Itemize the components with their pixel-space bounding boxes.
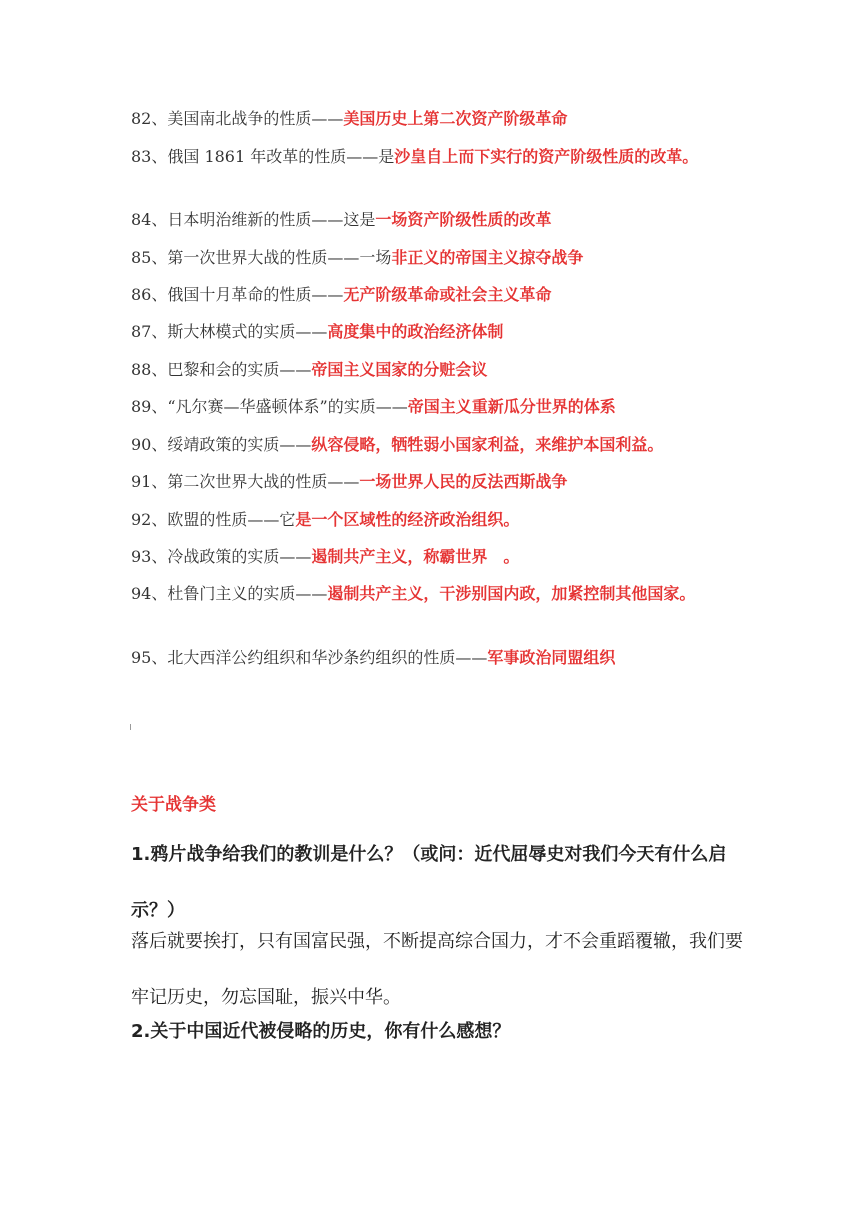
item-question: 92、欧盟的性质——它 <box>131 510 296 529</box>
item-question: 86、俄国十月革命的性质—— <box>131 285 344 304</box>
list-item <box>131 543 741 571</box>
item-answer: 帝国主义重新瓜分世界的体系 <box>407 397 616 416</box>
item-answer: 纵容侵略，牺牲弱小国家利益，来维护本国利益。 <box>311 435 664 454</box>
list-item <box>131 318 741 346</box>
list-item <box>131 356 741 384</box>
list-item <box>131 644 741 672</box>
item-answer: 一场资产阶级性质的改革 <box>375 210 552 229</box>
item-question: 87、斯大林模式的实质—— <box>131 322 328 341</box>
item-question: 85、第一次世界大战的性质——一场 <box>131 248 392 267</box>
question-2: 2.关于中国近代被侵略的历史，你有什么感想？ <box>131 1021 511 1042</box>
item-answer: 帝国主义国家的分赃会议 <box>311 360 488 379</box>
list-item <box>131 281 741 309</box>
list-item <box>131 580 741 608</box>
item-question: 84、日本明治维新的性质——这是 <box>131 210 376 229</box>
item-question: 93、冷战政策的实质—— <box>131 547 312 566</box>
list-item <box>131 244 741 272</box>
item-answer: 沙皇自上而下实行的资产阶级性质的改革。 <box>394 147 699 166</box>
item-question: 94、杜鲁门主义的实质—— <box>131 584 328 603</box>
list-item <box>131 206 741 234</box>
list-item <box>131 468 741 496</box>
item-question: 89、“凡尔赛—华盛顿体系”的实质—— <box>131 397 408 416</box>
question-1: 1.鸦片战争给我们的教训是什么？（或问：近代屈辱史对我们今天有什么启示？） <box>131 844 727 921</box>
list-item <box>131 393 741 421</box>
item-question: 88、巴黎和会的实质—— <box>131 360 312 379</box>
item-answer: 美国历史上第二次资产阶级革命 <box>343 109 568 128</box>
list-item <box>131 105 741 133</box>
answer-1: 落后就要挨打，只有国富民强，不断提高综合国力，才不会重蹈覆辙，我们要牢记历史，勿忘国耻，振兴中华。 <box>131 931 743 1008</box>
list-item <box>131 506 741 534</box>
text-cursor-mark <box>130 724 131 730</box>
item-answer: 高度集中的政治经济体制 <box>327 322 504 341</box>
item-answer: 无产阶级革命或社会主义革命 <box>343 285 552 304</box>
item-question: 95、北大西洋公约组织和华沙条约组织的性质—— <box>131 648 488 667</box>
item-question: 90、绥靖政策的实质—— <box>131 435 312 454</box>
item-answer: 非正义的帝国主义掠夺战争 <box>391 248 584 267</box>
section-title: 关于战争类 <box>131 795 216 815</box>
item-answer: 一场世界人民的反法西斯战争 <box>359 472 568 491</box>
item-answer: 遏制共产主义，称霸世界 。 <box>311 547 520 566</box>
list-item <box>131 431 741 459</box>
item-question: 83、俄国 1861 年改革的性质——是 <box>131 147 395 166</box>
item-question: 82、美国南北战争的性质—— <box>131 109 344 128</box>
item-answer: 军事政治同盟组织 <box>487 648 616 667</box>
list-item <box>131 143 741 171</box>
item-question: 91、第二次世界大战的性质—— <box>131 472 360 491</box>
item-answer: 是一个区域性的经济政治组织。 <box>295 510 520 529</box>
item-answer: 遏制共产主义，干涉别国内政，加紧控制其他国家。 <box>327 584 696 603</box>
